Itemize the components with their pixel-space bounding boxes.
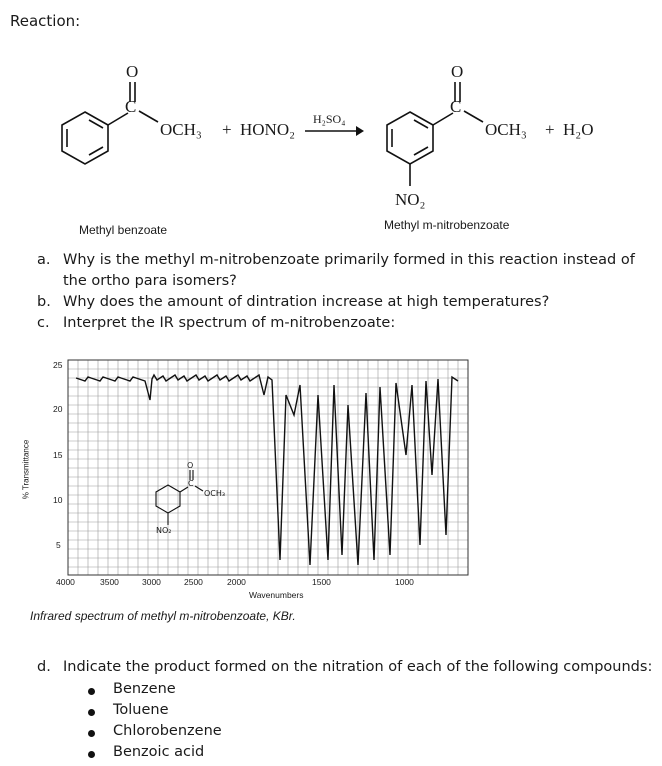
question-c-label: c. [37, 315, 50, 331]
questions-block [37, 250, 657, 340]
page-heading: Reaction: [10, 12, 81, 30]
product-carbonyl-oxygen: O [451, 62, 464, 81]
reaction-structures [0, 40, 662, 250]
inset-oxygen: O [187, 461, 194, 470]
x-tick-label: 1000 [395, 577, 414, 587]
reactant-benzene-ring [62, 112, 108, 164]
y-tick-label: 15 [53, 450, 63, 460]
reactant-methoxy-group: OCH₃ [160, 120, 202, 139]
compound-list [88, 681, 388, 765]
question-a-text: Why is the methyl m-nitrobenzoate primarily formed in this reaction instead of the ortho para isomers? [63, 252, 635, 289]
bullet-icon [88, 730, 95, 737]
reagent-nitric-acid: HONO₂ [240, 120, 296, 139]
catalyst-label: H₂SO₄ [313, 112, 346, 126]
ir-spectrum-trace [76, 375, 458, 565]
question-a [37, 250, 657, 292]
question-c-text: Interpret the IR spectrum of m-nitrobenzoate: [63, 315, 396, 331]
ir-spectrum-plot [28, 355, 498, 595]
y-axis-title: % Transmittance [21, 439, 31, 500]
byproduct-water: H₂O [563, 120, 594, 139]
x-tick-label: 1500 [312, 577, 331, 587]
inset-nitro: NO₂ [156, 526, 172, 535]
y-tick-label: 25 [53, 360, 63, 370]
question-d [37, 657, 657, 678]
compound-name: Benzoic acid [113, 744, 205, 760]
ir-caption: Infrared spectrum of methyl m-nitrobenzoate, KBr. [30, 609, 296, 623]
product-methoxy-group: OCH₃ [485, 120, 527, 139]
bullet-icon [88, 688, 95, 695]
inset-molecule-structure [156, 470, 203, 525]
product-benzene-ring [387, 112, 433, 164]
product-carbonyl-carbon: C [450, 97, 462, 116]
y-tick-label: 10 [53, 495, 63, 505]
y-tick-label: 20 [53, 404, 63, 414]
x-tick-label: 3500 [100, 577, 119, 587]
reactant-carbonyl-oxygen: O [126, 62, 139, 81]
ir-spectrum-figure [21, 355, 498, 640]
nitro-group: NO₂ [395, 190, 426, 209]
reactant-carbonyl-carbon: C [125, 97, 137, 116]
question-c [37, 313, 657, 334]
compound-name: Toluene [113, 702, 169, 718]
bullet-icon [88, 751, 95, 758]
inset-carbon: C [188, 479, 194, 488]
x-tick-label: 2500 [184, 577, 203, 587]
reactant-name: Methyl benzoate [79, 223, 168, 237]
bullet-icon [88, 709, 95, 716]
inset-methoxy: OCH₃ [204, 489, 226, 498]
question-d-label: d. [37, 659, 51, 675]
x-tick-label: 4000 [56, 577, 75, 587]
y-tick-label: 5 [56, 540, 61, 550]
product-name: Methyl m-nitrobenzoate [384, 218, 510, 232]
compound-name: Chlorobenzene [113, 723, 222, 739]
x-axis-title: Wavenumbers [249, 590, 304, 600]
question-b-text: Why does the amount of dintration increase at high temperatures? [63, 294, 550, 310]
question-d-text: Indicate the product formed on the nitration of each of the following compounds: [63, 659, 653, 675]
x-tick-label: 3000 [142, 577, 161, 587]
question-b-label: b. [37, 294, 51, 310]
plus-sign-2: + [545, 120, 555, 139]
compound-name: Benzene [113, 681, 176, 697]
x-tick-label: 2000 [227, 577, 246, 587]
question-b [37, 292, 657, 313]
reaction-scheme [0, 40, 662, 250]
question-a-label: a. [37, 252, 51, 268]
plus-sign: + [222, 120, 232, 139]
